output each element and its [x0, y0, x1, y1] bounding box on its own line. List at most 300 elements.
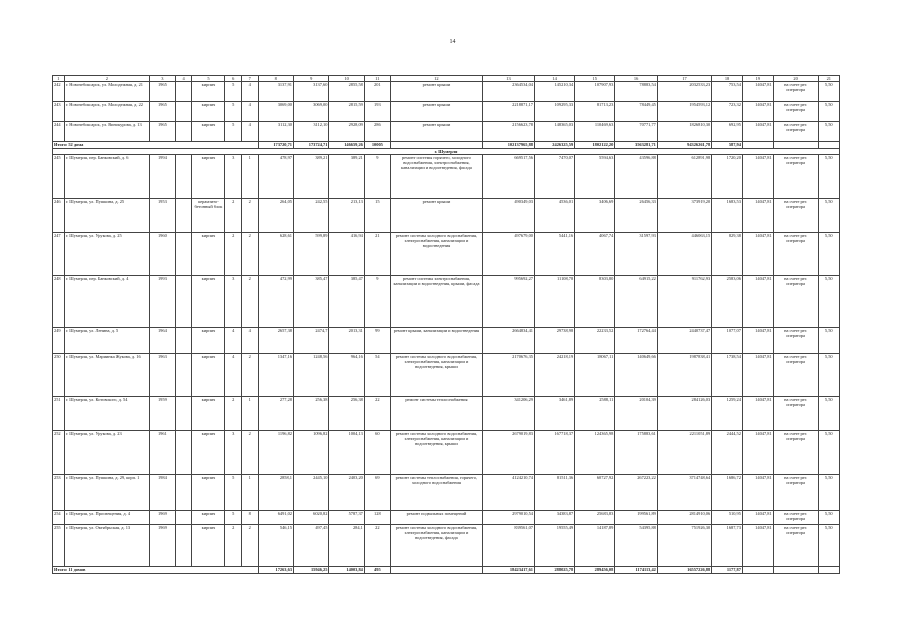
cost-cell: 14047,81 [742, 199, 773, 233]
floors-cell: 5 [225, 82, 242, 102]
cost-cell: 14187,89 [575, 525, 615, 567]
column-number: 6 [225, 76, 242, 82]
area-cell: 385,47 [293, 276, 328, 328]
residents-cell: 21 [364, 233, 390, 276]
cost-cell: 911762,93 [657, 276, 711, 328]
total-cell: 2426325,59 [534, 142, 574, 149]
table-cell [742, 567, 773, 574]
cost-cell: 2583,06 [712, 276, 743, 328]
area-cell: 389,21 [329, 155, 364, 199]
cost-cell: 81713,23 [575, 102, 615, 122]
entrances-cell: 2 [242, 354, 259, 397]
table-cell [175, 397, 192, 431]
table-cell [818, 567, 839, 574]
residents-cell: 54 [364, 354, 390, 397]
cost-cell: 14047,81 [742, 155, 773, 199]
table-row [53, 511, 840, 525]
cost-cell: 2211051,89 [657, 431, 711, 475]
cost-cell: 2588,11 [575, 397, 615, 431]
cost-cell: 14047,81 [742, 122, 773, 142]
total-cell: 14003,84 [329, 567, 364, 574]
area-cell: 2928,09 [329, 122, 364, 142]
address-cell: г. Новочебоксарск, ул. Винокурова, д. 13 [64, 122, 149, 142]
tariff-cell: 5,50 [818, 276, 839, 328]
subtotal-row [53, 142, 840, 149]
table-cell [390, 142, 482, 149]
table-cell [175, 475, 192, 511]
cost-cell: 2679019,83 [483, 431, 535, 475]
total-cell: 15946,25 [293, 567, 328, 574]
entrances-cell: 2 [242, 233, 259, 276]
area-cell: 5787,37 [329, 511, 364, 525]
cost-cell: 172764,44 [615, 328, 658, 354]
cost-cell: 2814910,06 [657, 511, 711, 525]
tariff-cell: 5,50 [818, 82, 839, 102]
fund-method-cell: на счете рег. оператора [773, 82, 818, 102]
table-row [53, 155, 840, 199]
fund-method-cell: на счете рег. оператора [773, 397, 818, 431]
area-cell: 6491,02 [258, 511, 293, 525]
work-type-cell: ремонт системы холодного водоснабжения, электроснабжения, канализации и водоотведения, крыши [390, 354, 482, 397]
total-cell: 17263,63 [258, 567, 293, 574]
address-cell: г. Шумерля, ул. Котовского, д. 54 [64, 397, 149, 431]
work-type-cell: ремонт крыши [390, 82, 482, 102]
residents-cell: 99 [364, 328, 390, 354]
row-number: 244 [53, 122, 65, 142]
cost-cell: 34383,87 [534, 511, 574, 525]
row-number: 243 [53, 102, 65, 122]
area-cell: 2013,31 [329, 328, 364, 354]
area-cell: 472,99 [258, 276, 293, 328]
address-cell: г. Новочебоксарск, ул. Молодежная, д. 22 [64, 102, 149, 122]
area-cell: 3112,10 [293, 122, 328, 142]
area-cell: 277,28 [258, 397, 293, 431]
residents-cell: 193 [364, 102, 390, 122]
column-number: 18 [712, 76, 743, 82]
material-cell: кирпич [192, 525, 225, 567]
cost-cell: 8303,80 [575, 276, 615, 328]
table-row [53, 233, 840, 276]
cost-cell: 64915,22 [615, 276, 658, 328]
address-cell: г. Шумерля, ул. Просвещения, д. 4 [64, 511, 149, 525]
floors-cell: 2 [225, 397, 242, 431]
total-cell: 173724,71 [293, 142, 328, 149]
cost-cell: 5594,63 [575, 155, 615, 199]
year-cell: 1965 [149, 102, 175, 122]
total-cell: 495 [364, 567, 390, 574]
tariff-cell: 5,50 [818, 155, 839, 199]
material-cell: кирпич [192, 102, 225, 122]
area-cell: 264,05 [258, 199, 293, 233]
cost-cell: 3714748,64 [657, 475, 711, 511]
residents-cell: 201 [364, 82, 390, 102]
column-number: 15 [575, 76, 615, 82]
column-number: 13 [483, 76, 535, 82]
material-cell: кирпич [192, 511, 225, 525]
address-cell: г. Шумерля, ул. Пушкина, д. 25 [64, 199, 149, 233]
city-header: г. Шумерля [53, 149, 840, 155]
area-cell: 385,47 [329, 276, 364, 328]
row-number: 247 [53, 233, 65, 276]
table-row [53, 354, 840, 397]
cost-cell: 167718,37 [534, 431, 574, 475]
cost-cell: 107907,93 [575, 82, 615, 102]
area-cell: 6020,82 [293, 511, 328, 525]
material-cell: кирпич [192, 276, 225, 328]
total-label: Итого: 11 домов [53, 567, 259, 574]
cost-cell: 373919,20 [657, 199, 711, 233]
column-number: 1 [53, 76, 65, 82]
column-number: 20 [773, 76, 818, 82]
area-cell: 628,61 [258, 233, 293, 276]
table-cell [742, 142, 773, 149]
cost-cell: 1686,72 [712, 475, 743, 511]
fund-method-cell: на счете рег. оператора [773, 233, 818, 276]
cost-cell: 14047,81 [742, 475, 773, 511]
cost-cell: 14047,81 [742, 102, 773, 122]
area-cell: 2445,10 [293, 475, 328, 511]
column-number: 14 [534, 76, 574, 82]
area-cell: 389,21 [293, 155, 328, 199]
total-cell: 587,94 [712, 142, 743, 149]
residents-cell: 9 [364, 155, 390, 199]
floors-cell: 4 [225, 354, 242, 397]
table-cell [175, 233, 192, 276]
total-cell: 1802122,20 [575, 142, 615, 149]
fund-method-cell: на счете рег. оператора [773, 199, 818, 233]
entrances-cell: 1 [242, 155, 259, 199]
tariff-cell: 5,50 [818, 431, 839, 475]
area-cell: 213,13 [329, 199, 364, 233]
fund-method-cell: на счете рег. оператора [773, 122, 818, 142]
table-cell [175, 354, 192, 397]
cost-cell: 753,54 [712, 82, 743, 102]
total-cell: 18423417,61 [483, 567, 535, 574]
tariff-cell: 5,50 [818, 102, 839, 122]
area-cell: 2855,58 [329, 82, 364, 102]
cost-cell: 2032533,23 [657, 82, 711, 102]
column-number: 10 [329, 76, 364, 82]
work-type-cell: ремонт крыши [390, 122, 482, 142]
table-cell [818, 142, 839, 149]
year-cell: 1969 [149, 525, 175, 567]
address-cell: г. Шумерля, пер. Банковский, д. 4 [64, 276, 149, 328]
row-number: 242 [53, 82, 65, 102]
table-row [53, 102, 840, 122]
entrances-cell: 4 [242, 82, 259, 102]
column-number: 21 [818, 76, 839, 82]
area-cell: 1096,82 [293, 431, 328, 475]
entrances-cell: 2 [242, 525, 259, 567]
floors-cell: 5 [225, 102, 242, 122]
column-number: 17 [657, 76, 711, 82]
tariff-cell: 5,50 [818, 354, 839, 397]
area-cell: 3137,91 [258, 82, 293, 102]
cost-cell: 43596,88 [615, 155, 658, 199]
cost-cell: 7470,07 [534, 155, 574, 199]
row-number: 246 [53, 199, 65, 233]
year-cell: 1963 [149, 354, 175, 397]
entrances-cell: 1 [242, 475, 259, 511]
column-number: 19 [742, 76, 773, 82]
total-cell: 1177,87 [712, 567, 743, 574]
table-cell [175, 431, 192, 475]
floors-cell: 3 [225, 431, 242, 475]
cost-cell: 2156623,78 [483, 122, 535, 142]
cost-cell: 3406,69 [575, 199, 615, 233]
area-cell: 599,89 [293, 233, 328, 276]
material-cell: кирпич [192, 328, 225, 354]
area-cell: 256,38 [293, 397, 328, 431]
floors-cell: 4 [225, 328, 242, 354]
cost-cell: 2364534,04 [483, 82, 535, 102]
row-number: 245 [53, 155, 65, 199]
table-row [53, 525, 840, 567]
year-cell: 1984 [149, 475, 175, 511]
floors-cell: 3 [225, 155, 242, 199]
cost-cell: 3461,89 [534, 397, 574, 431]
tariff-cell: 5,50 [818, 199, 839, 233]
total-cell: 16557226,88 [657, 567, 711, 574]
table-row [53, 276, 840, 328]
housing-repair-table [52, 75, 840, 574]
area-cell: 497,45 [293, 525, 328, 567]
work-type-cell: ремонт системы холодного водоснабжения, электроснабжения, канализации и водоотведения [390, 233, 482, 276]
cost-cell: 19555,49 [534, 525, 574, 567]
area-cell: 2858,1 [258, 475, 293, 511]
residents-cell: 128 [364, 511, 390, 525]
cost-cell: 14047,81 [742, 525, 773, 567]
cost-cell: 2444,52 [712, 431, 743, 475]
entrances-cell: 2 [242, 276, 259, 328]
table-cell [175, 328, 192, 354]
year-cell: 1969 [149, 511, 175, 525]
material-cell: кирпич [192, 122, 225, 142]
area-cell: 3069,00 [293, 102, 328, 122]
cost-cell: 14047,81 [742, 397, 773, 431]
table-cell [175, 122, 192, 142]
entrances-cell: 2 [242, 199, 259, 233]
tariff-cell: 5,50 [818, 511, 839, 525]
column-number: 8 [258, 76, 293, 82]
cost-cell: 110469,63 [575, 122, 615, 142]
cost-cell: 175883,61 [615, 431, 658, 475]
tariff-cell: 5,50 [818, 475, 839, 511]
material-cell: кирпич [192, 233, 225, 276]
table-row [53, 122, 840, 142]
cost-cell: 14047,81 [742, 82, 773, 102]
floors-cell: 5 [225, 511, 242, 525]
cost-cell: 14047,81 [742, 354, 773, 397]
fund-method-cell: на счете рег. оператора [773, 102, 818, 122]
table-row [53, 82, 840, 102]
cost-cell: 2170676,35 [483, 354, 535, 397]
tariff-cell: 5,50 [818, 397, 839, 431]
address-cell: г. Шумерля, ул. Ленина, д. 5 [64, 328, 149, 354]
floors-cell: 2 [225, 525, 242, 567]
cost-cell: 14047,81 [742, 276, 773, 328]
area-cell: 478,97 [258, 155, 293, 199]
total-cell: 10005 [364, 142, 390, 149]
material-cell: кирпич [192, 82, 225, 102]
work-type-cell: ремонт крыши [390, 102, 482, 122]
column-number: 9 [293, 76, 328, 82]
column-number: 4 [175, 76, 192, 82]
cost-cell: 26456,33 [615, 199, 658, 233]
area-cell: 1248,56 [293, 354, 328, 397]
address-cell: г. Шумерля, пер. Банковский, д. 6 [64, 155, 149, 199]
area-cell: 964,16 [329, 354, 364, 397]
area-cell: 2474,7 [293, 328, 328, 354]
year-cell: 1960 [149, 233, 175, 276]
cost-cell: 14047,81 [742, 511, 773, 525]
fund-method-cell: на счете рег. оператора [773, 511, 818, 525]
entrances-cell: 4 [242, 102, 259, 122]
work-type-cell: ремонт системы холодного водоснабжения, электроснабжения, канализации и водоотведения, крыши [390, 431, 482, 475]
material-cell: кирпич [192, 431, 225, 475]
area-cell: 284,1 [329, 525, 364, 567]
column-number: 11 [364, 76, 390, 82]
entrances-cell: 8 [242, 511, 259, 525]
subtotal-row [53, 567, 840, 574]
cost-cell: 2664834,41 [483, 328, 535, 354]
table-cell [175, 276, 192, 328]
cost-cell: 81511,36 [534, 475, 574, 511]
cost-cell: 723,32 [712, 102, 743, 122]
row-number: 250 [53, 354, 65, 397]
row-number: 248 [53, 276, 65, 328]
table-row [53, 475, 840, 511]
residents-cell: 15 [364, 199, 390, 233]
address-cell: г. Шумерля, ул. Октябрьская, д. 13 [64, 525, 149, 567]
fund-method-cell: на счете рег. оператора [773, 276, 818, 328]
cost-cell: 497679,00 [483, 233, 535, 276]
cost-cell: 199561,89 [615, 511, 658, 525]
area-cell: 256,38 [329, 397, 364, 431]
residents-cell: 286 [364, 122, 390, 142]
area-cell: 1347,16 [258, 354, 293, 397]
work-type-cell: ремонт системы горячего, холодного водоснабжения, электроснабжения, канализации и водоотведения, фасада [390, 155, 482, 199]
cost-cell: 145210,34 [534, 82, 574, 102]
cost-cell: 1720,20 [712, 155, 743, 199]
cost-cell: 148365,03 [534, 122, 574, 142]
year-cell: 1964 [149, 328, 175, 354]
area-cell: 1004,13 [329, 431, 364, 475]
fund-method-cell: на счете рег. оператора [773, 525, 818, 567]
cost-cell: 54395,88 [615, 525, 658, 567]
cost-cell: 1954593,12 [657, 102, 711, 122]
cost-cell: 751926,30 [657, 525, 711, 567]
address-cell: г. Шумерля, ул. Мариинка Жукова, д. 16 [64, 354, 149, 397]
cost-cell: 5441,16 [534, 233, 574, 276]
floors-cell: 2 [225, 199, 242, 233]
cost-cell: 267223,22 [615, 475, 658, 511]
total-cell: 1174113,42 [615, 567, 658, 574]
cost-cell: 14047,81 [742, 328, 773, 354]
year-cell: 1959 [149, 397, 175, 431]
cost-cell: 490349,03 [483, 199, 535, 233]
table-cell [175, 525, 192, 567]
column-number: 7 [242, 76, 259, 82]
work-type-cell: ремонт системы теплоснабжения, горячего, холодного водоснабжения [390, 475, 482, 511]
cost-cell: 20104,39 [615, 397, 658, 431]
entrances-cell: 1 [242, 397, 259, 431]
cost-cell: 692,95 [712, 122, 743, 142]
material-cell: кирпич [192, 397, 225, 431]
area-cell: 3112,30 [258, 122, 293, 142]
tariff-cell: 5,50 [818, 233, 839, 276]
table-row [53, 328, 840, 354]
cost-cell: 1259,24 [712, 397, 743, 431]
area-cell: 3137,60 [293, 82, 328, 102]
tariff-cell: 5,50 [818, 122, 839, 142]
cost-cell: 70771,77 [615, 122, 658, 142]
page-number: 14 [449, 39, 456, 45]
total-cell: 173720,71 [258, 142, 293, 149]
fund-method-cell: на счете рег. оператора [773, 155, 818, 199]
cost-cell: 995692,27 [483, 276, 535, 328]
total-cell: 146659,26 [329, 142, 364, 149]
year-cell: 1953 [149, 199, 175, 233]
work-type-cell: ремонт крыши, канализации и водоотведения [390, 328, 482, 354]
fund-method-cell: на счете рег. оператора [773, 475, 818, 511]
column-number: 12 [390, 76, 482, 82]
area-cell: 2815,59 [329, 102, 364, 122]
cost-cell: 22233,52 [575, 328, 615, 354]
row-number: 253 [53, 475, 65, 511]
year-cell: 1961 [149, 431, 175, 475]
cost-cell: 2218871,17 [483, 102, 535, 122]
year-cell: 1993 [149, 276, 175, 328]
cost-cell: 14047,81 [742, 233, 773, 276]
area-cell: 2657,38 [258, 328, 293, 354]
cost-cell: 669517,56 [483, 155, 535, 199]
tariff-cell: 5,50 [818, 328, 839, 354]
table-row [53, 397, 840, 431]
floors-cell: 5 [225, 122, 242, 142]
year-cell: 1965 [149, 82, 175, 102]
cost-cell: 829,38 [712, 233, 743, 276]
fund-method-cell: на счете рег. оператора [773, 328, 818, 354]
entrances-cell: 4 [242, 122, 259, 142]
cost-cell: 24218,19 [534, 354, 574, 397]
cost-cell: 341206,29 [483, 397, 535, 431]
table-cell [175, 82, 192, 102]
table-row [53, 199, 840, 233]
cost-cell: 78883,54 [615, 82, 658, 102]
row-number: 251 [53, 397, 65, 431]
column-number: 3 [149, 76, 175, 82]
cost-cell: 1738,54 [712, 354, 743, 397]
cost-cell: 510,95 [712, 511, 743, 525]
area-cell: 3069,00 [258, 102, 293, 122]
cost-cell: 2979010,54 [483, 511, 535, 525]
year-cell: 1965 [149, 122, 175, 142]
entrances-cell: 4 [242, 328, 259, 354]
table-cell [175, 155, 192, 199]
cost-cell: 1077,07 [712, 328, 743, 354]
total-label: Итого: 52 дома [53, 142, 259, 149]
total-cell: 94326261,78 [657, 142, 711, 149]
cost-cell: 1687,73 [712, 525, 743, 567]
floors-cell: 3 [225, 276, 242, 328]
table-cell [175, 511, 192, 525]
material-cell: керамзито-бетонный блок [192, 199, 225, 233]
column-number: 16 [615, 76, 658, 82]
year-cell: 1994 [149, 155, 175, 199]
material-cell: кирпич [192, 354, 225, 397]
total-cell: 102137965,88 [483, 142, 535, 149]
